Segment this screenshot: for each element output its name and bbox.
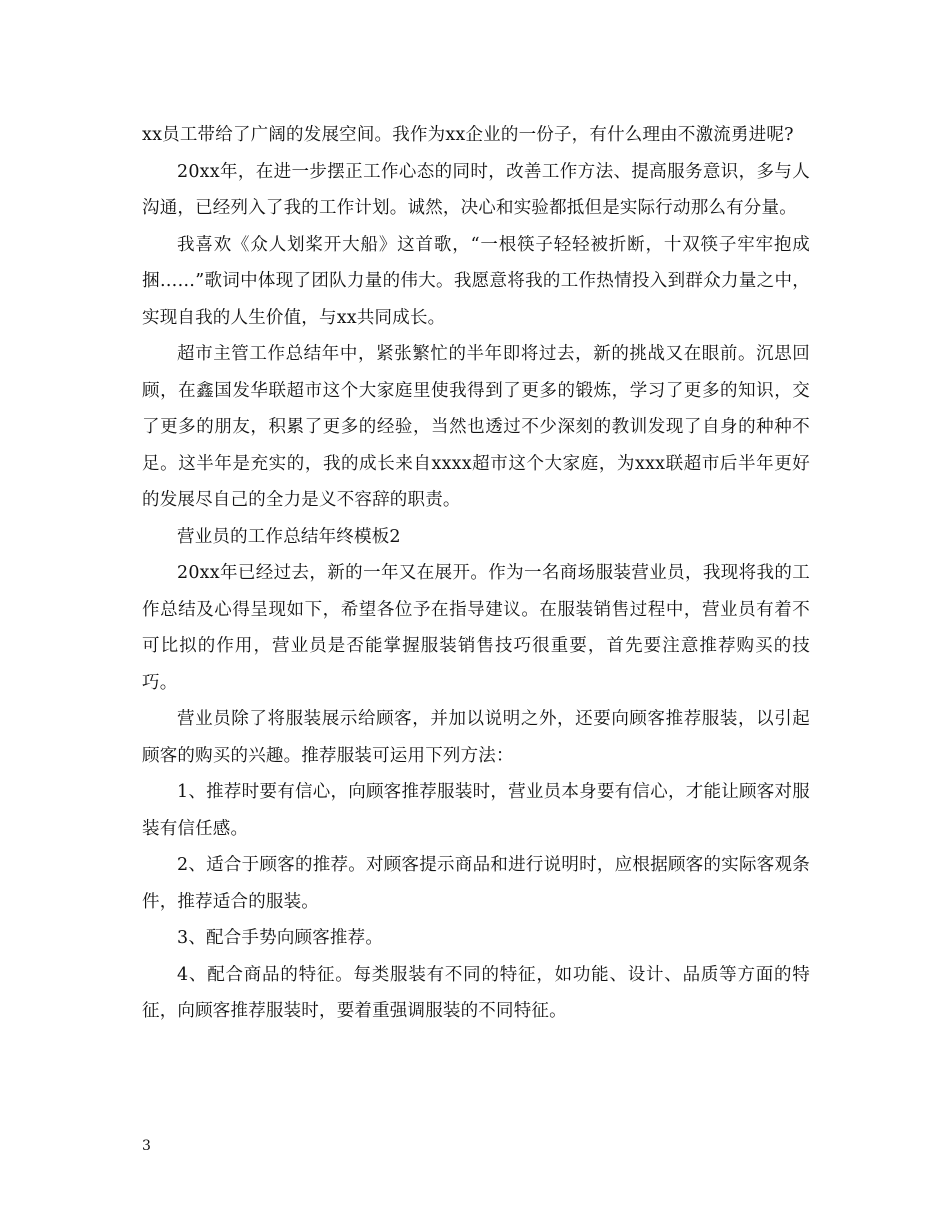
document-body bbox=[142, 117, 810, 1030]
paragraph: xx员工带给了广阔的发展空间。我作为xx企业的一份子，有什么理由不激流勇进呢? bbox=[142, 125, 794, 145]
list-item: 1、推荐时要有信心，向顾客推荐服装时，营业员本身要有信心，才能让顾客对服装有信任感。 bbox=[142, 782, 810, 839]
paragraph: 营业员除了将服装展示给顾客，并加以说明之外，还要向顾客推荐服装，以引起顾客的购买的兴趣。推荐服装可运用下列方法： bbox=[142, 709, 810, 766]
paragraph: 20xx年，在进一步摆正工作心态的同时，改善工作方法、提高服务意识，多与人沟通，已经列入了我的工作计划。诚然，决心和实验都抵但是实际行动那么有分量。 bbox=[142, 161, 810, 218]
list-item: 3、配合手势向顾客推荐。 bbox=[177, 928, 384, 948]
paragraph: 超市主管工作总结年中，紧张繁忙的半年即将过去，新的挑战又在眼前。沉思回顾，在鑫国发华联超市这个大家庭里使我得到了更多的锻炼，学习了更多的知识，交了更多的朋友，积累了更多的经验，当然也透过不少深刻的教训发现了自身的种种不足。这半年是充实的，我的成长来自xxxx超市这个大家庭，为xxx联超市后半年更好的发展尽自己的全力是义不容辞的职责。 bbox=[142, 344, 810, 510]
list-item: 4、配合商品的特征。每类服装有不同的特征，如功能、设计、品质等方面的特征，向顾客推荐服装时，要着重强调服装的不同特征。 bbox=[142, 964, 810, 1021]
page-number: 3 bbox=[142, 1138, 151, 1154]
paragraph: 我喜欢《众人划桨开大船》这首歌，“一根筷子轻轻被折断，十双筷子牢牢抱成捆……”歌词中体现了团队力量的伟大。我愿意将我的工作热情投入到群众力量之中，实现自我的人生价值，与xx共同成长。 bbox=[142, 234, 810, 328]
section-heading: 营业员的工作总结年终模板2 bbox=[177, 526, 401, 547]
list-item: 2、适合于顾客的推荐。对顾客提示商品和进行说明时，应根据顾客的实际客观条件，推荐适合的服装。 bbox=[142, 855, 810, 912]
paragraph: 20xx年已经过去，新的一年又在展开。作为一名商场服装营业员，我现将我的工作总结及心得呈现如下，希望各位予在指导建议。在服装销售过程中，营业员有着不可比拟的作用，营业员是否能掌握服装销售技巧很重要，首先要注意推荐购买的技巧。 bbox=[142, 563, 810, 693]
